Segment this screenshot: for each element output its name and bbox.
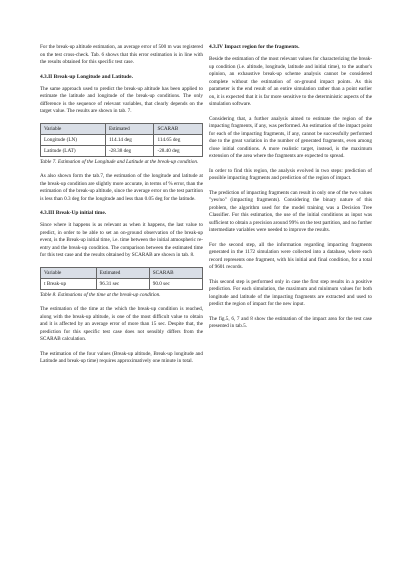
table-7 [40,123,203,157]
table-cell: 90.0 sec [149,278,202,289]
right-column [209,44,372,338]
paragraph-impact-region-analysis: Considering that, a further analysis aimed to estimate the region of the impacting fragments, if any, was performed. An estimation of the impact point for each of the impacting fragments, if any, cannot be successfully performed due to the great variation in the number of generated fragments, even among close initial conditions. A more realistic target, instead, is the maximum extension of the area where the fragments are expected to spread. [209,115,372,159]
paragraph-break-up-time: Since where it happens is as relevant as when it happens, the last value to predict, in order to be able to set an on-ground observation of the break-up event, is the Break-up initial time, i.e. time between the initial atmospheric re-entry and the break-up condition. The comparison between the estimated time for this test case and the results obtained by SCARAB are shown in tab. 8. [40,222,203,258]
table-cell: Longitude (LN) [41,134,106,145]
table-cell: -28.38 deg [105,145,154,156]
paragraph-two-steps: In order to find this region, the analysis evolved in two steps: prediction of possible impacting fragments and prediction of the region of impact. [209,167,372,181]
paragraph-altitude-error: For the break-up altitude estimation, an average error of 500 m was registered on the test cross-check. Tab. 6 shows that this error estimation is in line with the results obtained for this specific test case. [40,44,203,65]
table-7-caption: Table 7. Estimation of the Longitude and Latitude at the break-up condition. [40,158,199,165]
table-row [41,145,203,156]
table-cell: 96.31 sec [96,278,149,289]
table-cell: 114.14 deg [105,134,154,145]
table-header-cell: Variable [41,123,106,134]
paragraph-database: For the second step, all the information regarding impacting fragments generated in the 1172 simulation were collected into a database, where each record represents one fragment, with his initial and final condition, for a total of 9601 records. [209,241,372,270]
table-header-cell: Variable [41,267,97,278]
table-header-cell: SCARAB [149,267,202,278]
table-8 [40,267,203,290]
left-column [40,44,203,373]
paragraph-computation-time: The estimation of the four values (Break-up altitude, Break-up longitude and Latitude and break-up time) requires approximatively one minute in total. [40,350,203,364]
paragraph-impact-intro: Beside the estimation of the most relevant values for characterizing the break-up condition (i.e. altitude, longitude, latitude and initial time), to the author's opinion, an exhaustive break-up scheme analysis cannot be considered complete without the estimation of on-ground impact points. As this parameter is the end result of an entire simulation rather than a point earlier on, it is expected that it is far more sensitive to the deterministic aspects of the simulation software. [209,56,372,107]
table-cell: 114.65 deg [154,134,203,145]
table-row [41,278,203,289]
table-header-cell: Estimated [105,123,154,134]
heading-impact-region: 4.3.IV Impact region for the fragments. [209,44,300,50]
paragraph-table-8-discussion: The estimation of the time at the which the break-up condition is reached, along with the break-up altitude, is one of the most difficult value to obtain and it is affected by an average error of more than 15 sec. Despite that, the prediction for this specific test case does not sensibly differs from the SCARAB calculation. [40,306,203,342]
table-header-cell: SCARAB [154,123,203,134]
table-cell: t Break-up [41,278,97,289]
paragraph-figures: The fig.5, 6, 7 and 8 show the estimation of the impact area for the test case presented in tab.5. [209,315,372,329]
heading-break-up-time: 4.3.III Break-Up initial time. [40,210,107,216]
table-8-caption: Table 8. Estimations of the time at the break-up condition. [40,291,161,298]
table-header-row [41,123,203,134]
paragraph-longitude-latitude: The same approach used to predict the break-up altitude has been applied to estimate the latitude and longitude of the break-up conditions. The only difference is the sequence of relevant variables, that clearly depends on the target value. The results are shown in tab. 7. [40,85,203,114]
table-header-cell: Estimated [96,267,149,278]
table-cell: -28.40 deg [154,145,203,156]
heading-longitude-latitude: 4.3.II Break-up Longitude and Latitude. [40,73,133,80]
paragraph-table-7-discussion: As also shown form the tab.7, the estimation of the longitude and latitude at the break-up condition are slightly more accurate, in terms of % error, than the estimation of the break-up altitude, since the average error on the test partition is less than 0.3 deg for the longitude and less than 0.05 deg for the latitude. [40,173,203,202]
table-cell: Latitude (LAT) [41,145,106,156]
table-header-row [41,267,203,278]
paragraph-decision-tree: The prediction of impacting fragments can result in only one of the two values "yes/no" (impacting fragments). Considering the binary nature of this problem, the algorithm used for the model training was a Decision Tree Classifier. For this estimation, the use of the initial conditions as input was sufficient to obtain a precision around 99% on the test partition, and no further intermediate variables were needed to improve the results. [209,189,372,233]
table-row [41,134,203,145]
paragraph-second-step: This second step is performed only in case the first step results in a positive prediction. For each simulation, the maximum and minimum values for both longitude and latitude of the impacting fragments are extracted and used to predict the region of impact for the new input. [209,278,372,307]
